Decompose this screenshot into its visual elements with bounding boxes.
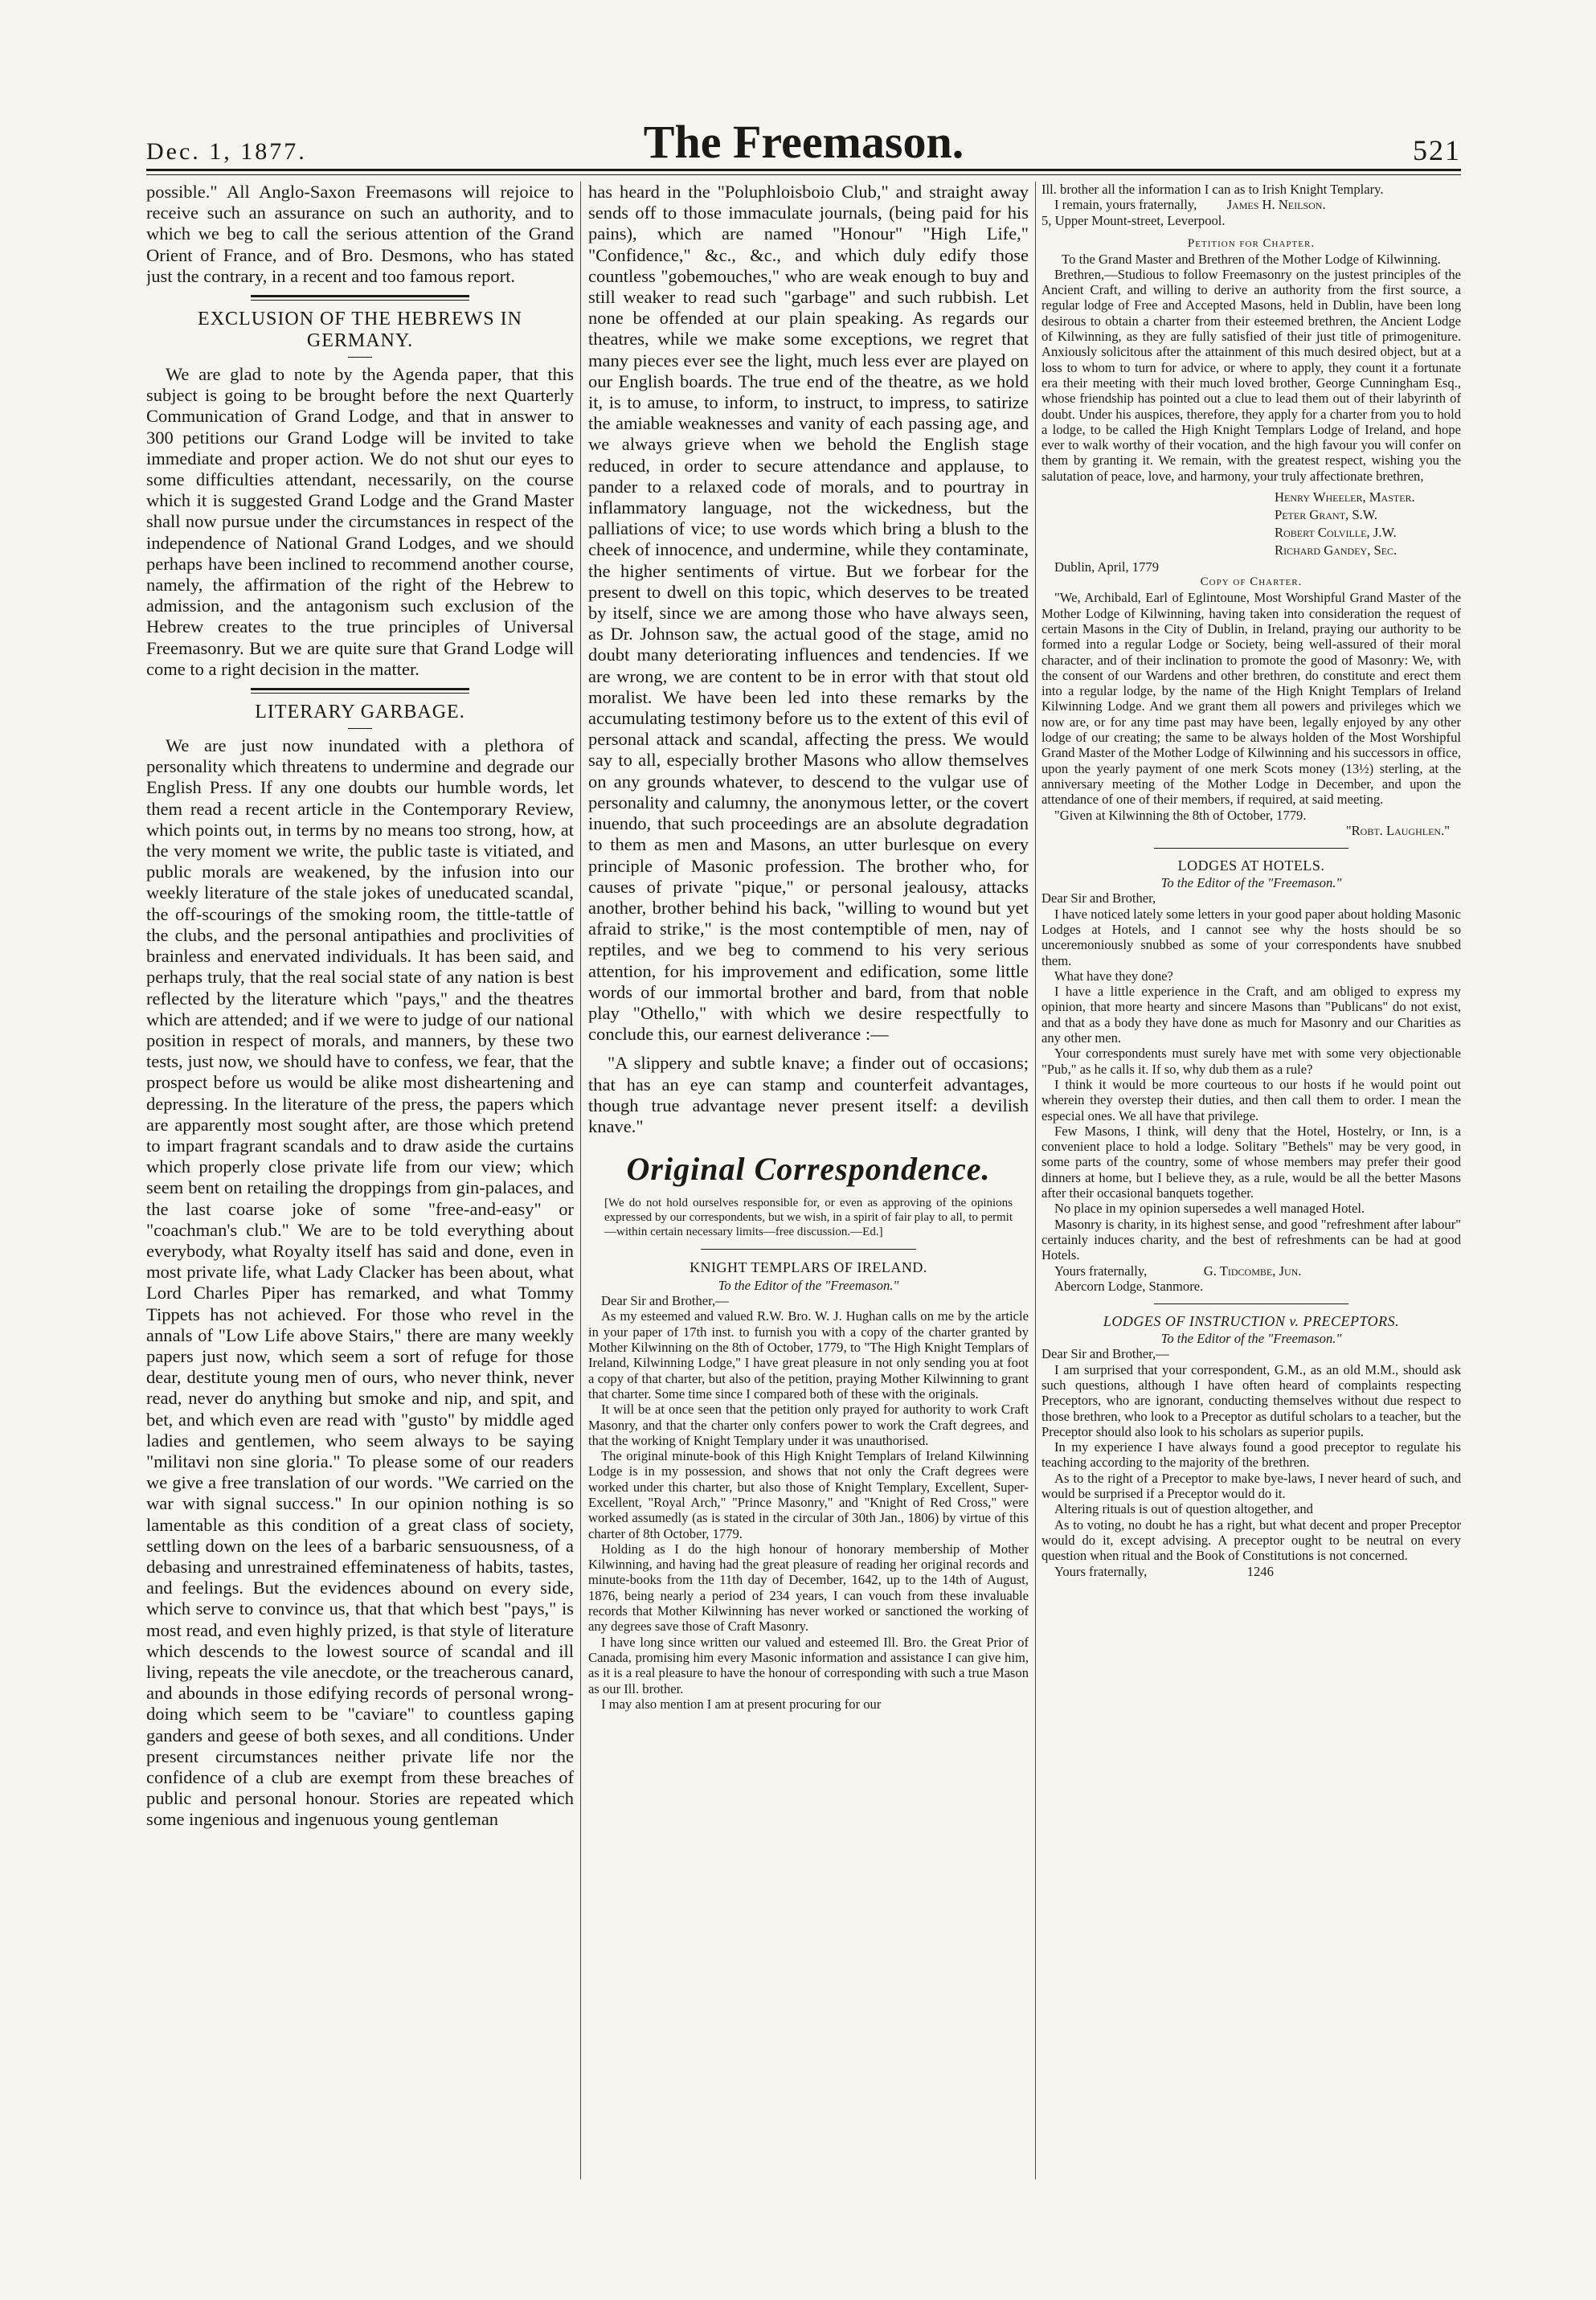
- letter-signer: G. Tidcombe, Jun.: [1203, 1263, 1302, 1279]
- letter-salutation: Dear Sir and Brother,: [1041, 890, 1156, 906]
- letter-address: 5, Upper Mount-street, Leverpool.: [1041, 212, 1226, 228]
- letter-paragraph: Holding as I do the high honour of honorary membership of Mother Kilwinning, and having had the great pleasure of reading her original records and minute-books from the 11th day of December, 1642, up to the 14th of August, 1876, being nearly a period of 234 years, I can vouch from these invaluable records that Mother Kilwinning has never worked or sanctioned the working of any degrees save those of Craft Masonry.: [588, 1541, 1029, 1635]
- letter-heading-instruction: LODGES OF INSTRUCTION v. PRECEPTORS.: [1103, 1313, 1400, 1330]
- signatory: Henry Wheeler, Master.: [1275, 489, 1415, 505]
- letter-paragraph: I have noticed lately some letters in your good paper about holding Masonic Lodges at Hotels, and I cannot see why the hosts should be so unceremoniously snubbed as some of your correspondents have snubbed them.: [1041, 906, 1461, 968]
- charter-heading: Copy of Charter.: [1200, 575, 1303, 589]
- letter-addressee: To the Editor of the "Freemason.": [718, 1278, 899, 1294]
- petition-addressee: To the Grand Master and Brethren of the Mother Lodge of Kilwinning.: [1062, 251, 1441, 267]
- letter-heading-knight-templars: KNIGHT TEMPLARS OF IRELAND.: [690, 1259, 927, 1276]
- masthead: [146, 113, 1461, 169]
- othello-quote: "A slippery and subtle knave; a finder out of occasions; that has an eye can stamp and counterfeit advantages, though true advantage never present itself: a devilish knave.": [588, 1053, 1029, 1136]
- heading-rule: [348, 357, 372, 358]
- charter-body: "We, Archibald, Earl of Eglintoune, Most Worshipful Grand Master of the Mother Lodge of Kilwinning, having taken into consideration the request of certain Masons in the City of Dublin, in Ireland, praying our authority to be formed into a regular Lodge or Society, being well-assured of their moral character, and of their inclination to promote the good of Masonry: We, with the consent of our Wardens and other brethren, do constitute and erect them into a regular lodge, by the name of the High Knight Templars of Ireland Kilwinning Lodge. And we grant them all powers and privileges which we now are, or for any time past may have been, legally enjoyed by any other lodge of our creating; the same to be always holden of the Most Worshipful Grand Master of the Mother Lodge of Kilwinning and his successors in office, upon the yearly payment of one merk Scots money (13½) sterling, at the anniversary meeting of the Mother Lodge in December, and upon the attendance of one of their members, if required, at said meeting.: [1041, 590, 1461, 808]
- section-rule: [251, 688, 469, 694]
- petition-heading: Petition for Chapter.: [1187, 236, 1316, 250]
- letter-paragraph: As to voting, no doubt he has a right, but what decent and proper Preceptor would do it, except advising. A preceptor ought to be neutral on every question when ritual and the Book of Constitutions is not concerned.: [1041, 1516, 1461, 1564]
- section-rule: [1154, 1303, 1348, 1304]
- column-divider-2: [1035, 182, 1036, 2179]
- section-title-correspondence: Original Correspondence.: [626, 1151, 991, 1188]
- closing-text: Yours fraternally,: [1054, 1563, 1148, 1579]
- section-rule: [251, 295, 469, 301]
- column-3: [1041, 182, 1461, 2179]
- article-heading-garbage: LITERARY GARBAGE.: [255, 702, 465, 723]
- charter-given: "Given at Kilwinning the 8th of October, 1779.: [1054, 807, 1307, 823]
- page-number: 521: [1413, 134, 1461, 166]
- letter-paragraph: What have they done?: [1054, 968, 1173, 984]
- masthead-rule-thin: [146, 174, 1461, 175]
- letter-closing: [1041, 1263, 1461, 1279]
- signatory: Peter Grant, S.W.: [1275, 507, 1377, 523]
- letter-paragraph: As to the right of a Preceptor to make bye-laws, I never heard of such, and would be surprised if a Preceptor would do it.: [1041, 1470, 1461, 1502]
- letter-paragraph: I am surprised that your correspondent, G.M., as an old M.M., should ask such questions, although I have often heard of complaints respecting Preceptors, who are ignorant, conducting themselves without due respect to those brethren, who look to a Preceptor as dutiful scholars to a teacher, but the Preceptor should also look to his scholars as superior pupils.: [1041, 1361, 1461, 1439]
- heading-rule: [348, 728, 372, 729]
- charter-signer: "Robt. Laughlen.": [1345, 822, 1450, 838]
- petition-signatories: [1041, 489, 1461, 559]
- masthead-rule: [146, 169, 1461, 171]
- article-body-garbage-continued: has heard in the "Poluphloisboio Club," and straight away sends off to those immaculate journals, (being paid for his pains), which are named "Honour" "High Life," "Confidence," &c., &c., and which duly edify those countless "gobemouches," who are weak enough to buy and still weaker to read such "garbage" and such rubbish. Let none be offended at our plain speaking. As regards our theatres, while we make some exceptions, we regret that many pieces ever see the light, much less ever are played on our English boards. The true end of the theatre, as we hold it, is to amuse, to inform, to instruct, to impress, to satirize the amiable weaknesses and vanity of each passing age, and we always grieve when we behold the English stage reduced, in order to secure attendance and applause, to pander to a relaxed code of morals, and to pourtray in inflammatory language, not the wickedness, but the palliations of vice; to use words which bring a blush to the cheek of innocence, and undermine, while they contaminate, the higher sentiments of virtue. But we forbear for the present to dwell on this topic, which deserves to be treated by itself, since we are among those who have always seen, as Dr. Johnson saw, the actual good of the stage, amid no doubt many deteriorating influences and tendencies. If we are wrong, we are content to be in error with that stout old moralist. We have been led into these remarks by the accumulating testimony before us to the extent of this evil of personal attack and scandal, affecting the press. We would say to all, especially brother Masons who allow themselves on any grounds whatever, to descend to the vulgar use of personality and calumny, the anonymous letter, or the covert inuendo, that such proceedings are an absolute degradation to them as men and Masons, an utter burlesque on every principle of Masonic profession. The brother who, for causes of private "pique," or personal jealousy, attacks another, brother behind his back, "willing to wound but yet afraid to strike," is the most contemptible of men, nay of reptiles, and we beg to commend to his very serious attention, for his improvement and edification, some little words of our immortal brother and bard, from that noble play "Othello," with which we desire respectfully to conclude this, our earnest deliverance :—: [588, 182, 1029, 1045]
- closing-text: Yours fraternally,: [1054, 1263, 1148, 1279]
- letter-lodge: Abercorn Lodge, Stanmore.: [1054, 1278, 1204, 1294]
- letter-paragraph: It will be at once seen that the petition only prayed for authority to work Craft Masonry, and that the charter only confers power to work the Craft degrees, and that the working of Knight Templary under it was unauthorised.: [588, 1402, 1029, 1448]
- closing-text: I remain, yours fraternally,: [1054, 197, 1197, 213]
- letter-heading-hotels: LODGES AT HOTELS.: [1177, 857, 1325, 874]
- article-body-hebrews: We are glad to note by the Agenda paper, that this subject is going to be brought before the next Quarterly Communication of Grand Lodge, and that in answer to 300 petitions our Grand Lodge will be invited to take immediate and proper action. We do not shut our eyes to some difficulties attendant, necessarily, on the course which it is suggested Grand Lodge and the Grand Master shall now pursue under the circumstances in respect of the independence of National Grand Lodges, and we should perhaps have been inclined to recommend another course, namely, the affirmation of the right of the Hebrew to admission, and the antagonism such exclusion of the Hebrew creates to the true principles of Universal Freemasonry. But we are quite sure that Grand Lodge will come to a right decision in the matter.: [146, 364, 574, 679]
- letter-salutation: Dear Sir and Brother,—: [1041, 1346, 1169, 1362]
- petition-body: Brethren,—Studious to follow Freemasonry on the justest principles of the Ancient Craft, and willing to derive an authority from the first source, a regular lodge of Free and Accepted Masons, held in Dublin, have been long desirous to obtain a charter from their esteemed brethren, the Ancient Lodge of Kilwinning, as they are fully satisfied of their just title of primogeniture. Anxiously solicitous after the attainment of this much desired object, but at a loss to whom to turn for advice, or where to apply, they count it a fortunate era their meeting with their much loved brother, George Cunningham Esq., whose friendship has pointed out a clue to lead them out of their labyrinth of doubt. Under his auspices, therefore, they apply for a charter from you to hold a lodge, to be called the High Knight Templars Lodge of Ireland, and hope ever to walk worthy of their vocation, and the high favour you will confer on them by granting it. We remain, with the greatest respect, wishing you the salutation of peace, love, and harmony, your truly affectionate brethren,: [1041, 266, 1461, 484]
- article-heading-hebrews: EXCLUSION OF THE HEBREWS IN GERMANY.: [198, 309, 522, 352]
- column-2: [588, 182, 1029, 2179]
- column-1: [146, 182, 574, 2179]
- signatory: Robert Colville, J.W.: [1275, 525, 1397, 541]
- letter-addressee: To the Editor of the "Freemason.": [1160, 1331, 1342, 1347]
- section-rule: [701, 1249, 916, 1250]
- letter-addressee: To the Editor of the "Freemason.": [1160, 875, 1342, 891]
- issue-date: Dec. 1, 1877.: [146, 138, 307, 165]
- article-continuation: possible." All Anglo-Saxon Freemasons will rejoice to receive such an assurance on such an authority, and to which we beg to call the serious attention of the Grand Orient of France, and of Bro. Desmons, who has stated just the contrary, in a recent and too famous report.: [146, 182, 574, 286]
- letter-salutation: Dear Sir and Brother,—: [601, 1293, 729, 1309]
- article-body-garbage: We are just now inundated with a plethora of personality which threatens to undermine and degrade our English Press. If any one doubts our humble words, let them read a recent article in the Contemporary Review, which points out, in terms by no means too strong, how, at the very moment we write, the public taste is vitiated, and public morals are weakened, by the infusion into our weekly literature of the stale jokes of uneducated scandal, the off-scourings of the smoking room, the tittle-tattle of the clubs, and the personal antipathies and proclivities of brainless and enervated individuals. It has been said, and perhaps truly, that the real social state of any nation is best reflected by the literature which "pays," and the theatres which are attended; and if we were to judge of our national position in respect of morals, and manners, by these two tests, just now, we should have to confess, we fear, that the prospect before us would be alike most disheartening and depressing. In the literature of the press, the papers which are apparently most sought after, are those which pretend to impart fragrant scandals and to draw aside the curtains which properly close private life from our view; which seem bent on retailing the droppings from gin-palaces, and the last coarse joke of some "free-and-easy" or "coachman's club." We are to be told everything about everybody, what Royalty itself has said and done, even in most private life, what Lady Clacker has been about, what Lord Charles Piper has remarked, and what Tommy Tippets has not achieved. For those who revel in the annals of "Low Life above Stairs," there are many weekly papers just now, which seem a sort of refuge for those dear, destitute young men of ours, who never think, never read, never do anything but smoke and nip, and spit, and bet, and which even are read with "gusto" by middle aged ladies and gentlemen, who seem always to be saying "militavi non sine gloria." To please some of our readers we give a free translation of our words. "We carried on the war with signal success." In our opinion nothing is so lamentable as this condition of a great class of society, settling down on the lees of a barbaric sensuousness, of a debasing and unrestrained effeminateness of habits, tastes, and feelings. But the evidences abound on every side, which serve to convince us, that that which best "pays," is most read, and even highly prized, is that style of literature which descends to the lowest source of scandal and ill living, repeats the vile anecdote, or the treacherous canard, and abounds in those edifying records of personal wrong-doing which seem to be "caviare" to countless gaping ganders and geese of both sexes, and all conditions. Under present circumstances neither private life nor the confidence of a club are exempt from these breaches of public and personal honour. Stories are repeated which some ingenious and ingenuous young gentleman: [146, 735, 574, 1830]
- letter-reference-number: 1246: [1246, 1563, 1274, 1579]
- letter-paragraph: Altering rituals is out of question altogether, and: [1054, 1501, 1313, 1517]
- section-rule: [1154, 848, 1348, 849]
- letter-paragraph: I have long since written our valued and esteemed Ill. Bro. the Great Prior of Canada, promising him every Masonic information and assistance I can give him, as it is a real pleasure to have the honour of corresponding with such a true Mason as our Ill. brother.: [588, 1634, 1029, 1696]
- newspaper-title: The Freemason.: [643, 116, 964, 168]
- column-divider-1: [580, 182, 581, 2179]
- letter-continuation: Ill. brother all the information I can as to Irish Knight Templary.: [1041, 182, 1384, 197]
- editorial-note: [We do not hold ourselves responsible for, or even as approving of the opinions expressed by our correspondents, but we wish, in a spirit of fair play to all, to permit—within certain necessary limits—free discussion.—Ed.]: [604, 1197, 1013, 1239]
- letter-paragraph: Few Masons, I think, will deny that the Hotel, Hostelry, or Inn, is a convenient place to hold a lodge. Solitary "Bethels" may be very good, in some parts of the country, some of whose members may prefer their good dinners at home, but I believe they, as a rule, would be all the better Masons after their occasional banquets together.: [1041, 1123, 1461, 1201]
- letter-paragraph: In my experience I have always found a good preceptor to regulate his teaching according to the majority of the brethren.: [1041, 1439, 1461, 1471]
- letter-signer: James H. Neilson.: [1226, 197, 1326, 213]
- petition-place-date: Dublin, April, 1779: [1054, 559, 1159, 575]
- letter-paragraph: As my esteemed and valued R.W. Bro. W. J. Hughan calls on me by the article in your paper of 17th inst. to furnish you with a copy of the charter granted by Mother Kilwinning on the 8th of October, 1779, to "The High Knight Templars of Ireland, Kilwinning Lodge," I have great pleasure in not only sending you at foot a copy of that charter, but also of the petition, praying Mother Kilwinning to grant that charter. Some time since I compared both of these with the originals.: [588, 1308, 1029, 1402]
- letter-paragraph: I may also mention I am at present procuring for our: [601, 1696, 882, 1712]
- letter-paragraph: The original minute-book of this High Knight Templars of Ireland Kilwinning Lodge is in my possession, and shows that not only the Craft degrees were worked under this charter, but also those of Knight Templary, Excellent, Super-Excellent, "Royal Arch," "Prince Masonry," and "Knight of Red Cross," were worked assumedly (as is stated in the circular of 30th Jan., 1806) by virtue of this charter of 8th October, 1779.: [588, 1448, 1029, 1541]
- letter-closing: [1041, 1564, 1461, 1579]
- letter-paragraph: Your correspondents must surely have met with some very objectionable "Pub," as he calls it. If so, why dub them as a rule?: [1041, 1046, 1461, 1077]
- letter-paragraph: I think it would be more courteous to our hosts if he would point out wherein they overstep their duties, and then call them to order. I mean the especial ones. We all have that privilege.: [1041, 1076, 1461, 1123]
- letter-paragraph: Masonry is charity, in its highest sense, and good "refreshment after labour" certainly induces charity, and the best of refreshments can be had at good Hotels.: [1041, 1216, 1461, 1263]
- letter-paragraph: No place in my opinion supersedes a well managed Hotel.: [1054, 1201, 1365, 1217]
- letter-closing: [1041, 197, 1461, 212]
- letter-paragraph: I have a little experience in the Craft, and am obliged to express my opinion, that more hearty and sincere Masons than "Publicans" do not exist, and that as a body they have done as much for Masonry and our Charities as any other men.: [1041, 984, 1461, 1046]
- signatory: Richard Gandey, Sec.: [1275, 542, 1398, 559]
